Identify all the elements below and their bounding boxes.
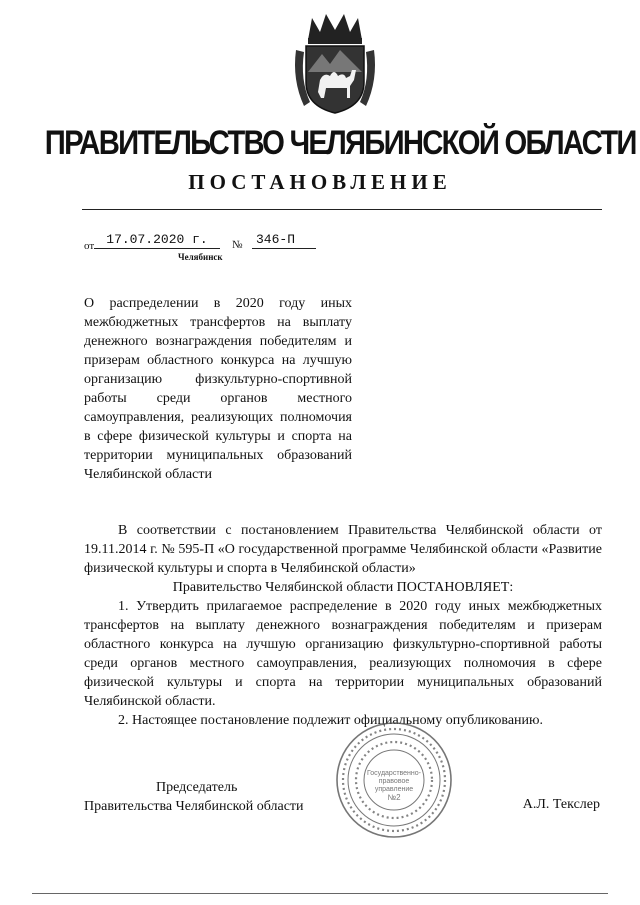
- document-body: [84, 521, 602, 730]
- footer-divider: [32, 893, 608, 894]
- signatory-organization: Правительства Челябинской области: [84, 799, 304, 814]
- number-label: №: [232, 239, 243, 251]
- signatory-position: [84, 778, 304, 816]
- coat-of-arms-emblem: [290, 10, 380, 115]
- document-date: 17.07.2020 г.: [94, 232, 220, 249]
- body-paragraph-basis: В соответствии с постановлением Правительства Челябинской области от 19.11.2014 г. № 595-П «О государственной программе Челябинской области «Развитие физической культуры и спорта в Челябинской области»: [84, 523, 602, 576]
- signatory-title: Председатель: [156, 780, 238, 795]
- stamp-text: Государственно-: [366, 770, 422, 777]
- document-subject: О распределении в 2020 году иных межбюджетных трансфертов на выплату денежного вознаграждения победителям и призерам областного конкурса на лучшую организацию физкультурно-спортивной работы среди органов местного самоуправления, реализующих полномочия в сфере физической культуры и спорта на территории муниципальных образований Челябинской области: [84, 296, 352, 482]
- svg-text:№2: №2: [387, 793, 401, 802]
- header-divider: [82, 209, 602, 210]
- signatory-name: А.Л. Текслер: [522, 797, 600, 812]
- body-paragraph-resolves: Правительство Челябинской области ПОСТАНОВЛЯЕТ:: [172, 580, 514, 595]
- government-title: ПРАВИТЕЛЬСТВО ЧЕЛЯБИНСКОЙ ОБЛАСТИ: [44, 124, 636, 162]
- official-stamp: [334, 720, 454, 840]
- date-label: от: [84, 240, 95, 252]
- svg-text:управление: управление: [374, 786, 414, 793]
- document-number: 346-П: [252, 232, 316, 249]
- document-type: ПОСТАНОВЛЕНИЕ: [188, 170, 452, 194]
- svg-text:правовое: правовое: [378, 778, 410, 785]
- body-paragraph-item-2: 2. Настоящее постановление подлежит официальному опубликованию.: [118, 713, 543, 728]
- body-paragraph-item-1: 1. Утвердить прилагаемое распределение в 2020 году иных межбюджетных трансфертов на выплату денежного вознаграждения победителям и призерам областного конкурса на лучшую организацию физкультурно-спортивной работы среди органов местного самоуправления, реализующих полномочия в сфере физической культуры и спорта на территории муниципальных образований Челябинской области.: [84, 599, 602, 709]
- document-city: Челябинск: [178, 252, 223, 262]
